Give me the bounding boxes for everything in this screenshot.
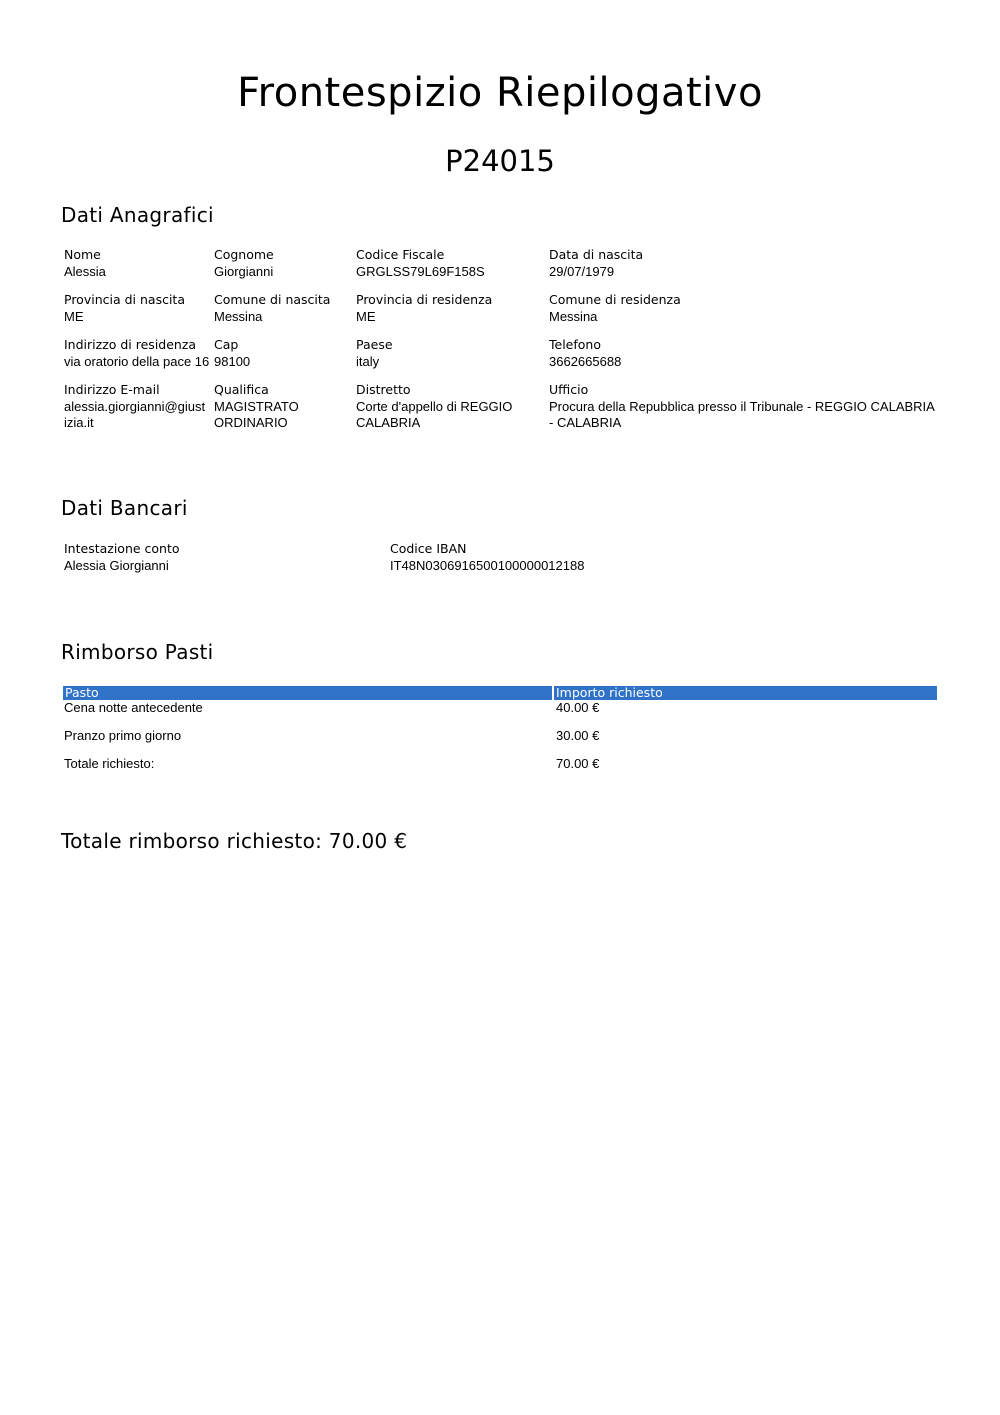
field-indirizzo-residenza (64, 337, 212, 370)
field-provincia-residenza (356, 292, 546, 325)
field-ufficio (549, 382, 941, 430)
field-codice-iban (390, 541, 790, 574)
document-code: P24015 (445, 144, 555, 178)
field-value: 29/07/1979 (549, 264, 615, 279)
field-value: Giorgianni (214, 264, 274, 279)
field-comune-residenza (549, 292, 939, 325)
field-label: Paese (356, 337, 393, 352)
field-value: 98100 (214, 354, 251, 369)
field-value: Messina (549, 309, 598, 324)
field-value: ME (356, 309, 376, 324)
field-label: Nome (64, 247, 101, 262)
field-label: Data di nascita (549, 247, 644, 262)
field-label: Indirizzo E-mail (64, 382, 160, 397)
field-paese (356, 337, 546, 370)
field-cognome (214, 247, 352, 280)
meals-table (63, 686, 937, 784)
field-label: Comune di residenza (549, 292, 681, 307)
section-title-anagrafici: Dati Anagrafici (61, 203, 214, 227)
field-value: Corte d'appello di REGGIO CALABRIA (356, 399, 513, 430)
field-label: Cognome (214, 247, 274, 262)
field-value: via oratorio della pace 16 (64, 354, 210, 369)
table-row (63, 728, 937, 756)
field-nome (64, 247, 210, 280)
field-telefono (549, 337, 939, 370)
field-provincia-nascita (64, 292, 210, 325)
field-label: Codice Fiscale (356, 247, 445, 262)
table-header-row (63, 686, 937, 700)
field-value: Alessia Giorgianni (64, 558, 169, 573)
field-label: Qualifica (214, 382, 269, 397)
field-label: Ufficio (549, 382, 589, 397)
field-label: Comune di nascita (214, 292, 331, 307)
field-value: GRGLSS79L69F158S (356, 264, 485, 279)
field-value: MAGISTRATO ORDINARIO (214, 399, 299, 430)
field-label: Intestazione conto (64, 541, 180, 556)
column-header-pasto: Pasto (63, 686, 553, 700)
field-label: Cap (214, 337, 239, 352)
field-distretto (356, 382, 536, 430)
table-row (63, 700, 937, 728)
meal-amount-cell: 40.00 € (556, 700, 600, 715)
table-row (63, 756, 937, 784)
field-value: ME (64, 309, 84, 324)
section-title-bancari: Dati Bancari (61, 496, 188, 520)
section-title-pasti: Rimborso Pasti (61, 640, 214, 664)
total-reimbursement: Totale rimborso richiesto: 70.00 € (61, 829, 408, 853)
field-label: Indirizzo di residenza (64, 337, 197, 352)
field-value: IT48N0306916500100000012188 (390, 558, 585, 573)
field-label: Telefono (549, 337, 601, 352)
field-email (64, 382, 207, 430)
field-label: Provincia di residenza (356, 292, 493, 307)
field-intestazione-conto (64, 541, 364, 574)
field-label: Provincia di nascita (64, 292, 185, 307)
field-label: Codice IBAN (390, 541, 467, 556)
field-qualifica (214, 382, 334, 430)
meal-total-amount-cell: 70.00 € (556, 756, 600, 771)
document-title: Frontespizio Riepilogativo (237, 70, 763, 116)
meal-amount-cell: 30.00 € (556, 728, 600, 743)
field-label: Distretto (356, 382, 411, 397)
field-cap (214, 337, 352, 370)
field-value: 3662665688 (549, 354, 622, 369)
meal-name-cell: Cena notte antecedente (64, 700, 203, 715)
field-value: Alessia (64, 264, 106, 279)
column-header-importo: Importo richiesto (553, 686, 937, 700)
meal-name-cell: Pranzo primo giorno (64, 728, 182, 743)
field-comune-nascita (214, 292, 352, 325)
field-value: italy (356, 354, 380, 369)
field-codice-fiscale (356, 247, 546, 280)
field-data-nascita (549, 247, 939, 280)
field-value: Messina (214, 309, 263, 324)
field-value: alessia.giorgianni@giustizia.it (64, 399, 206, 430)
field-value: Procura della Repubblica presso il Tribunale - REGGIO CALABRIA - CALABRIA (549, 399, 935, 430)
meal-total-label-cell: Totale richiesto: (64, 756, 155, 771)
